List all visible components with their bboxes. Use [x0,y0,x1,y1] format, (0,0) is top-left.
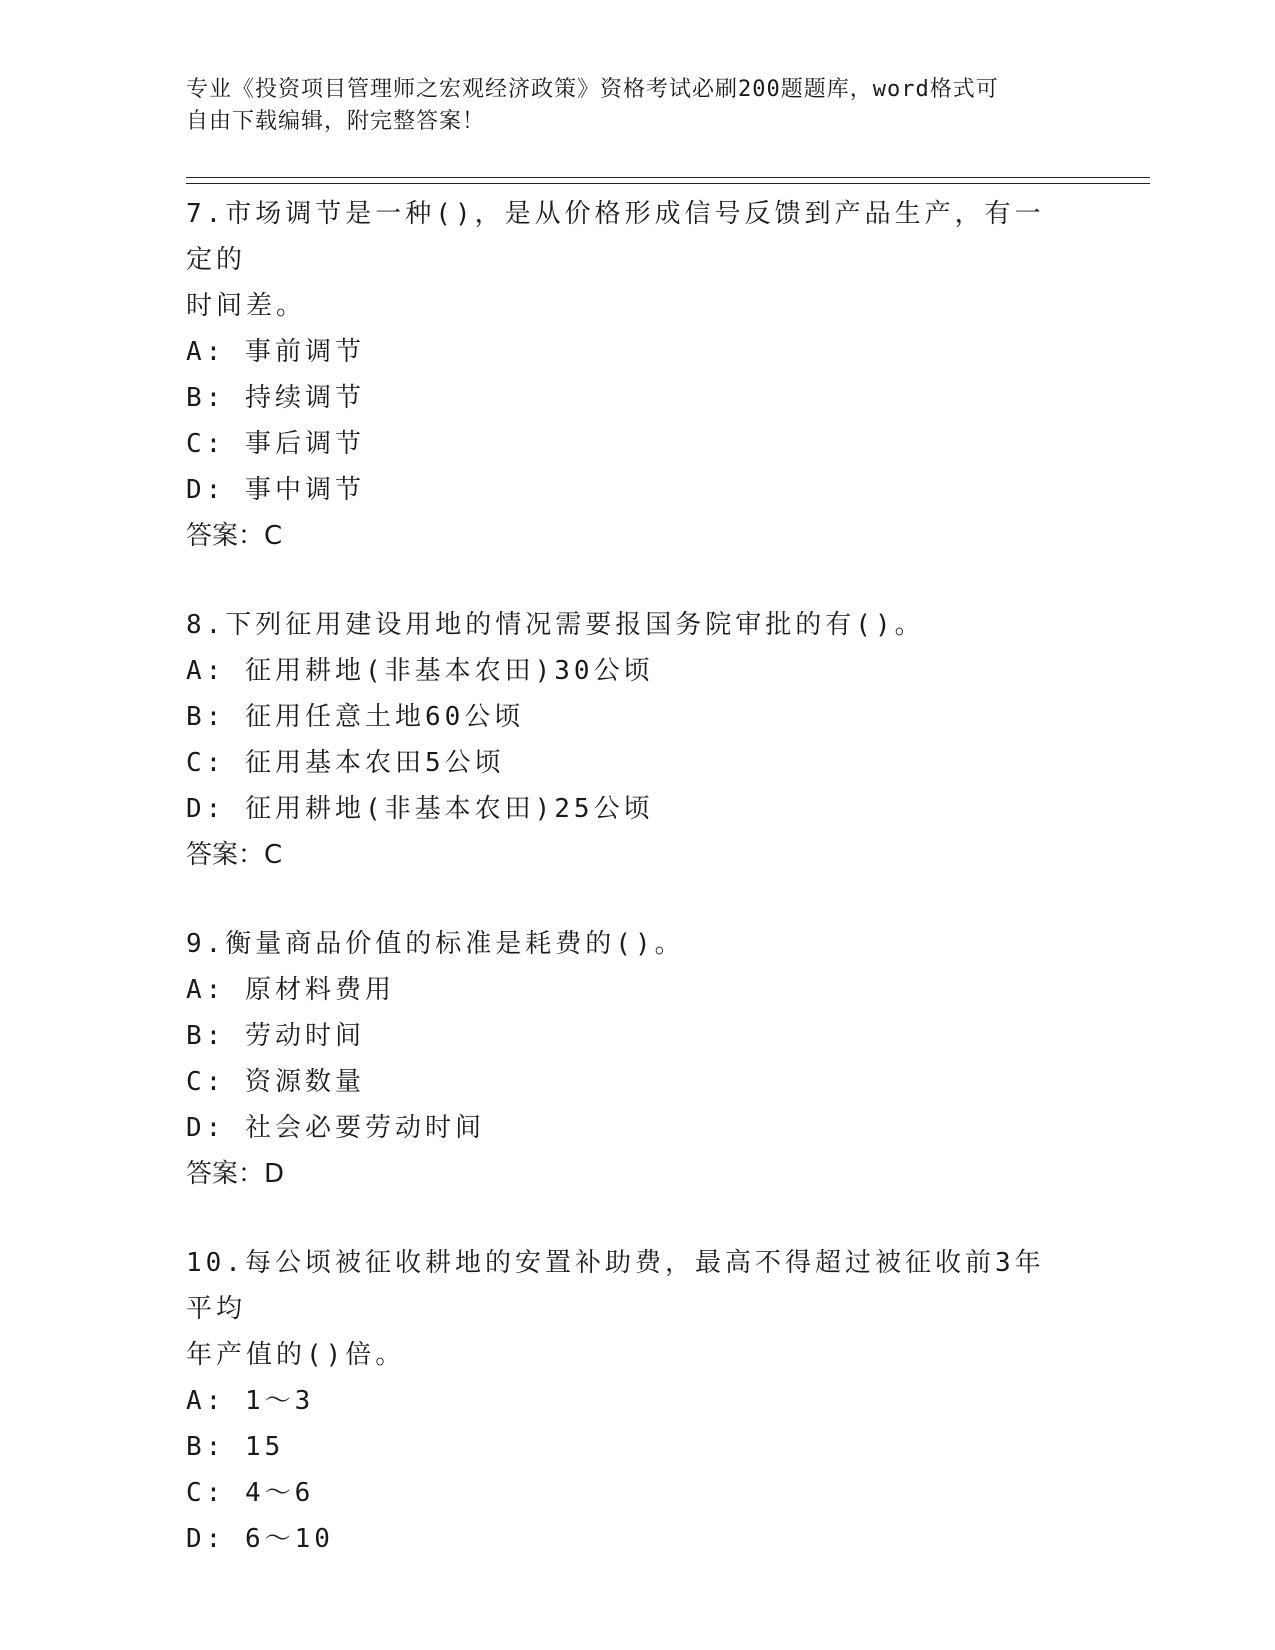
option-b [186,1424,1086,1470]
question-9 [186,921,1086,1197]
document-header [186,74,1066,138]
option-text: 征用任意土地60公顷 [244,702,525,732]
option-text: 事前调节 [244,337,365,367]
option-text: 劳动时间 [244,1021,365,1051]
answer: 答案：C [186,521,283,551]
option-text: 征用耕地(非基本农田)30公顷 [244,656,654,686]
option-text: 6～10 [244,1524,334,1554]
option-letter: A: [186,1386,226,1416]
option-text: 15 [244,1432,285,1462]
option-letter: C: [186,748,226,778]
option-a [186,1378,1086,1424]
question-text [186,602,1066,648]
question-text [186,191,1066,329]
option-letter: B: [186,1021,226,1051]
option-c [186,1059,1086,1105]
option-letter: D: [186,1524,226,1554]
option-b [186,1013,1086,1059]
question-text [186,1240,1066,1378]
option-text: 事中调节 [244,475,365,505]
option-text: 征用耕地(非基本农田)25公顷 [244,794,654,824]
option-text: 事后调节 [244,429,365,459]
question-text-line-2: 时间差。 [186,291,307,321]
option-letter: A: [186,337,226,367]
option-letter: D: [186,794,226,824]
option-letter: C: [186,1067,226,1097]
option-letter: A: [186,656,226,686]
option-text: 征用基本农田5公顷 [244,748,505,778]
option-letter: A: [186,975,226,1005]
question-text-line-1: 9.衡量商品价值的标准是耗费的()。 [186,929,685,959]
option-text: 1～3 [244,1386,315,1416]
option-text: 社会必要劳动时间 [244,1113,485,1143]
option-d [186,1105,1086,1151]
option-c [186,421,1086,467]
option-c [186,740,1086,786]
question-8 [186,602,1086,878]
option-text: 4～6 [244,1478,315,1508]
question-text-line-2: 年产值的()倍。 [186,1340,406,1370]
question-text-line-1: 8.下列征用建设用地的情况需要报国务院审批的有()。 [186,610,925,640]
question-text-line-1: 7.市场调节是一种()，是从价格形成信号反馈到产品生产，有一定的 [186,199,1045,275]
answer: 答案：D [186,1159,285,1189]
option-b [186,694,1086,740]
option-a [186,967,1086,1013]
option-a [186,648,1086,694]
option-letter: C: [186,1478,226,1508]
option-text: 原材料费用 [244,975,395,1005]
option-c [186,1470,1086,1516]
question-text-line-1: 10.每公顷被征收耕地的安置补助费，最高不得超过被征收前3年平均 [186,1248,1045,1324]
option-letter: B: [186,702,226,732]
option-d [186,1516,1086,1562]
option-d [186,467,1086,513]
option-letter: D: [186,1113,226,1143]
option-letter: B: [186,1432,226,1462]
header-line-2: 自由下载编辑，附完整答案！ [186,109,486,134]
header-divider-bottom [186,183,1150,184]
question-list [186,191,1086,1605]
option-b [186,375,1086,421]
option-letter: C: [186,429,226,459]
option-letter: D: [186,475,226,505]
option-d [186,786,1086,832]
option-letter: B: [186,383,226,413]
question-7 [186,191,1086,559]
header-line-1: 专业《投资项目管理师之宏观经济政策》资格考试必刷200题题库，word格式可 [186,77,999,102]
header-divider-top [186,177,1150,178]
question-10 [186,1240,1086,1562]
question-text [186,921,1066,967]
option-text: 资源数量 [244,1067,365,1097]
option-text: 持续调节 [244,383,365,413]
answer: 答案：C [186,840,283,870]
option-a [186,329,1086,375]
